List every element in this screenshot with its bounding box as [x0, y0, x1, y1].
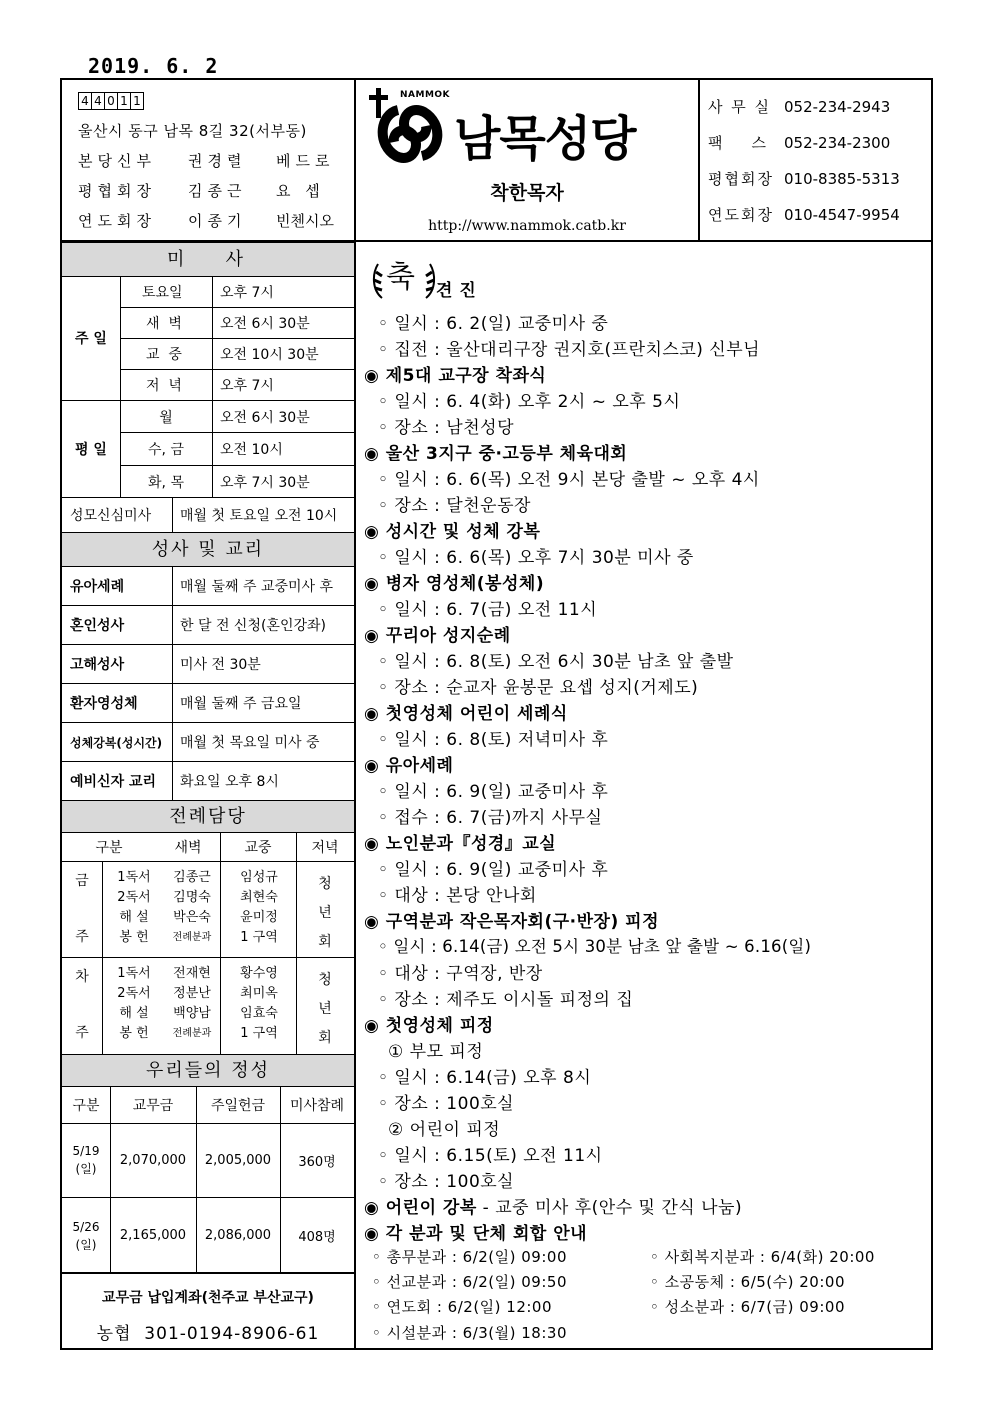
sacrament-value: 한 달 전 신청(혼인강좌): [180, 618, 326, 634]
bulletin-frame: [60, 78, 933, 1350]
offering-date: [62, 1218, 110, 1254]
mass-day: 저 녁: [146, 378, 182, 394]
person: 백양남: [173, 1006, 211, 1021]
group: 년: [318, 905, 332, 921]
person: 김명숙: [173, 890, 211, 905]
news-item: ◦ 일시 : 6.14(금) 오후 8시: [378, 1068, 592, 1088]
zip-digit: 1: [117, 92, 131, 110]
church-name: 남목성당: [454, 111, 636, 167]
mass-day: 교 중: [146, 347, 182, 363]
news-item: ◦ 장소 : 100호실: [378, 1172, 515, 1192]
contact-label: 사 무 실: [708, 98, 772, 116]
liturgy-main: [228, 868, 290, 948]
news-item: ◦ 장소 : 제주도 이시돌 피정의 집: [378, 990, 634, 1010]
person: 정분난: [173, 986, 211, 1001]
person: 박은숙: [173, 910, 211, 925]
news-heading: ◉ 병자 영성체(봉성체): [364, 574, 545, 594]
sacrament-label: 혼인성사: [70, 618, 125, 634]
news-item: ◦ 접수 : 6. 7(금)까지 사무실: [378, 808, 603, 828]
liturgy-main: [228, 964, 290, 1044]
staff-pastor: [78, 150, 334, 171]
contact-office: [708, 96, 890, 117]
meeting-item: ◦ 시설분과 : 6/3(월) 18:30: [372, 1324, 567, 1342]
staff-role: 연도회장: [78, 212, 156, 230]
news-subheading: ① 부모 피정: [388, 1042, 484, 1062]
news-heading: ◉ 꾸리아 성지순례: [364, 626, 511, 646]
news-heading: ◉ 첫영성체 피정: [364, 1016, 494, 1036]
news-item: ◦ 일시 : 6.15(토) 오전 11시: [378, 1146, 603, 1166]
meeting-item: ◦ 성소분과 : 6/7(금) 09:00: [650, 1298, 845, 1316]
bulletin-date: 2019. 6. 2: [88, 54, 219, 78]
header-info: [62, 80, 354, 242]
account-number: 농협 301-0194-8906-61: [96, 1323, 320, 1344]
offering-dues: 2,070,000: [119, 1153, 187, 1168]
zip-digit: 1: [130, 92, 144, 110]
news-heading: ◉ 어린이 강복: [364, 1198, 477, 1218]
mass-day: 화, 목: [148, 474, 184, 491]
week-label: 주: [75, 929, 89, 945]
week-label: 금: [75, 873, 89, 889]
person: 임성규: [240, 870, 278, 885]
heart-mass-label: 성모신심미사: [70, 508, 152, 524]
sacrament-label: 고해성사: [70, 657, 125, 673]
mass-time: 오전 10시 30분: [220, 347, 319, 363]
offering-attendance: 408명: [298, 1229, 336, 1245]
church-url[interactable]: http://www.nammok.catb.kr: [428, 218, 626, 234]
mass-time: 오전 10시: [220, 442, 283, 458]
church-logo-block: [356, 80, 698, 242]
news-item: ◦ 일시 : 6. 9(일) 교중미사 후: [378, 860, 609, 880]
news-item: ◦ 일시 : 6. 2(일) 교중미사 중: [378, 314, 609, 334]
sacrament-value: 매월 둘째 주 금요일: [180, 696, 302, 712]
news-heading: ◉ 구역분과 작은목자회(구·반장) 피정: [364, 912, 659, 932]
news-item: ◦ 일시 : 6. 7(금) 오전 11시: [378, 600, 598, 620]
mass-day: 토요일: [142, 285, 183, 301]
meeting-item: ◦ 사회복지분과 : 6/4(화) 20:00: [650, 1248, 875, 1266]
offering-date-value: 5/26: [72, 1220, 100, 1234]
staff-name: 이종기: [188, 212, 247, 230]
weekday-label: 평 일: [75, 442, 107, 458]
address: 울산시 동구 남목 8길 32(서부동): [78, 122, 307, 140]
offering-dues: 2,165,000: [119, 1227, 187, 1243]
person: 1 구역: [240, 1026, 278, 1041]
meeting-item: ◦ 연도회 : 6/2(일) 12:00: [372, 1298, 553, 1316]
news-heading: ◉ 유아세례: [364, 756, 454, 776]
news-item: ◦ 일시 : 6. 6(목) 오후 7시 30분 미사 중: [378, 548, 694, 568]
person: 전례분과: [172, 1028, 212, 1039]
congrats-badge: 축: [386, 260, 415, 295]
person: 1 구역: [240, 930, 278, 945]
zip-digit: 4: [78, 92, 92, 110]
mass-day: 수, 금: [148, 442, 184, 458]
sacrament-value: 매월 첫 목요일 미사 중: [180, 735, 320, 751]
liturgy-roles: [104, 868, 164, 948]
sacrament-label: 환자영성체: [70, 696, 138, 712]
contact-label: 팩 스: [708, 134, 769, 152]
contact-label: 평협회장: [708, 170, 774, 188]
liturgy-title: 전례담당: [62, 800, 354, 833]
group: 청: [318, 972, 332, 988]
week-label: 차: [75, 969, 89, 985]
news-detail: - 교중 미사 후(안수 및 간식 나눔): [476, 1198, 743, 1218]
zip-digit: 0: [104, 92, 118, 110]
person: 전례분과: [172, 932, 212, 943]
liturgy-evening: [296, 870, 354, 957]
liturgy-header: 저녁: [311, 840, 339, 856]
offering-collection: 2,086,000: [204, 1227, 272, 1243]
news-heading: ◉ 노인분과『성경』교실: [364, 834, 557, 854]
contact-value: 052-234-2943: [784, 98, 891, 116]
motto: 착한목자: [490, 182, 564, 204]
news-item: ◦ 장소 : 순교자 윤봉문 요셉 성지(거제도): [378, 678, 699, 698]
person: 최미옥: [240, 986, 278, 1001]
contact-value: 010-4547-9954: [784, 206, 900, 224]
mass-time: 오후 7시: [220, 285, 274, 301]
news-subheading: ② 어린이 피정: [388, 1120, 501, 1140]
news-item: ◦ 일시 : 6.14(금) 오전 5시 30분 남초 앞 출발 ~ 6.16(일): [378, 937, 812, 956]
group: 년: [318, 1001, 332, 1017]
staff-baptismal: 요 셉: [276, 182, 325, 200]
sacrament-label: 예비신자 교리: [70, 774, 157, 790]
offering-header: 교무금: [132, 1098, 174, 1114]
contact-prayer: [708, 204, 900, 225]
congrats-title: 견 진: [436, 281, 477, 301]
meeting-item: ◦ 소공동체 : 6/5(수) 20:00: [650, 1273, 845, 1291]
person: 전재현: [173, 966, 211, 981]
offering-day: (일): [75, 1238, 97, 1252]
mass-time: 오전 6시 30분: [220, 316, 310, 332]
contact-list: [700, 80, 935, 242]
news-item: ◦ 장소 : 100호실: [378, 1094, 515, 1114]
news-heading: ◉ 각 분과 및 단체 회합 안내: [364, 1224, 588, 1244]
week-label: 주: [75, 1025, 89, 1041]
person: 김종근: [173, 870, 211, 885]
contact-value: 052-234-2300: [784, 134, 891, 152]
news-column: [356, 242, 935, 1350]
liturgy-evening: [296, 966, 354, 1053]
mass-time: 오후 7시 30분: [220, 474, 310, 491]
mass-day: 월: [159, 409, 173, 426]
staff-baptismal: 베드로: [276, 152, 335, 170]
news-item: ◦ 일시 : 6. 6(목) 오전 9시 본당 출발 ~ 오후 4시: [378, 470, 760, 490]
meeting-item: ◦ 총무분과 : 6/2(일) 09:00: [372, 1248, 567, 1266]
liturgy-header: 구분: [95, 840, 123, 856]
person: 황수영: [240, 966, 278, 981]
liturgy-roles: [104, 964, 164, 1044]
liturgy-header: 교중: [244, 840, 272, 856]
mass-time: 오전 6시 30분: [220, 409, 310, 426]
logo-text-small: NAMMOK: [400, 90, 451, 100]
sacrament-value: 매월 둘째 주 교중미사 후: [180, 579, 334, 595]
contact-fax: [708, 132, 890, 153]
zip-code: [78, 92, 143, 110]
news-heading: ◉ 첫영성체 어린이 세례식: [364, 704, 568, 724]
role: 1독서: [117, 966, 151, 981]
news-heading: ◉ 제5대 교구장 착좌식: [364, 366, 547, 386]
staff-name: 권경렬: [188, 152, 247, 170]
liturgy-dawn: [162, 964, 222, 1044]
offering-attendance: 360명: [298, 1155, 336, 1170]
contact-value: 010-8385-5313: [784, 170, 900, 188]
role: 2독서: [117, 890, 151, 905]
news-item: ◦ 일시 : 6. 8(토) 저녁미사 후: [378, 730, 609, 750]
offering-header: 주일헌금: [210, 1098, 266, 1114]
person: 윤미정: [240, 910, 278, 925]
news-heading: ◉ 성시간 및 성체 강복: [364, 522, 541, 542]
role: 봉 헌: [119, 930, 149, 945]
mass-time: 오후 7시: [220, 378, 274, 394]
meeting-item: ◦ 선교분과 : 6/2(일) 09:50: [372, 1273, 567, 1291]
news-item: ◦ 장소 : 달천운동장: [378, 496, 531, 516]
liturgy-header: 새벽: [174, 840, 202, 856]
sacrament-value: 미사 전 30분: [180, 657, 261, 673]
offering-day: (일): [75, 1162, 97, 1176]
news-heading: ◉ 울산 3지구 중·고등부 체육대회: [364, 444, 628, 464]
sacrament-value: 화요일 오후 8시: [180, 774, 279, 790]
person: 임효숙: [240, 1006, 278, 1021]
role: 해 설: [119, 1006, 149, 1021]
staff-name: 김종근: [188, 182, 247, 200]
news-item: ◦ 대상 : 본당 안나회: [378, 886, 537, 906]
offering-date: [62, 1142, 110, 1178]
offering-header: 구분: [72, 1098, 100, 1114]
role: 2독서: [117, 986, 151, 1001]
news-heading-kids: [364, 1193, 742, 1218]
zip-digit: 4: [91, 92, 105, 110]
staff-role: 평협회장: [78, 182, 156, 200]
staff-baptismal: 빈첸시오: [276, 212, 334, 230]
news-item: ◦ 대상 : 구역장, 반장: [378, 964, 543, 984]
sacrament-label: 성체강복(성시간): [70, 735, 163, 750]
account-title: 교무금 납입계좌(천주교 부산교구): [102, 1290, 314, 1306]
role: 봉 헌: [119, 1026, 149, 1041]
news-item: ◦ 일시 : 6. 8(토) 오전 6시 30분 남초 앞 출발: [378, 652, 734, 672]
sacrament-label: 유아세례: [70, 579, 125, 595]
staff-council: [78, 180, 325, 201]
staff-prayer: [78, 210, 334, 231]
news-item: ◦ 일시 : 6. 4(화) 오후 2시 ~ 오후 5시: [378, 392, 681, 412]
contact-label: 연도회장: [708, 206, 774, 224]
staff-role: 본당신부: [78, 152, 156, 170]
person: 최현숙: [240, 890, 278, 905]
contact-council: [708, 168, 900, 189]
group: 회: [318, 1030, 332, 1046]
offering-date-value: 5/19: [72, 1144, 100, 1158]
group: 청: [318, 876, 332, 892]
role: 1독서: [117, 870, 151, 885]
liturgy-dawn: [162, 868, 222, 948]
news-item: ◦ 일시 : 6. 9(일) 교중미사 후: [378, 782, 609, 802]
offering-header: 미사참례: [289, 1098, 345, 1114]
mass-day: 새 벽: [146, 316, 182, 332]
sunday-label: 주 일: [75, 331, 107, 347]
news-item: ◦ 장소 : 남천성당: [378, 418, 514, 438]
offering-title: 우리들의 정성: [62, 1054, 354, 1087]
news-item: ◦ 집전 : 울산대리구장 권지호(프란치스코) 신부님: [378, 340, 761, 360]
group: 회: [318, 934, 332, 950]
offering-collection: 2,005,000: [204, 1153, 272, 1168]
mass-title: 미 사: [62, 242, 354, 277]
heart-mass-value: 매월 첫 토요일 오전 10시: [180, 508, 338, 524]
role: 해 설: [119, 910, 149, 925]
sacraments-title: 성사 및 교리: [62, 532, 354, 567]
